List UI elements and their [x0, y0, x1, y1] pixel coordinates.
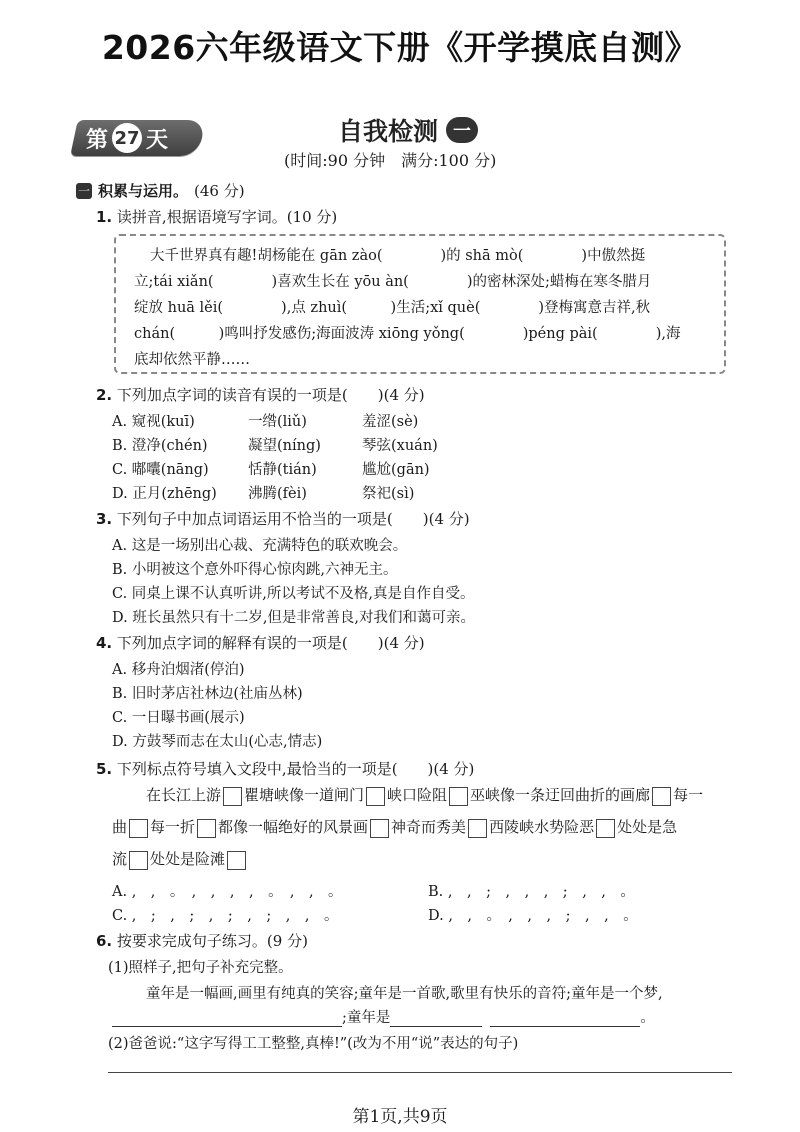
- passage-text: 都像一幅绝好的风景画: [218, 818, 369, 836]
- passage-line-3: [112, 848, 248, 870]
- option-a-1: A. 窥视(kuī): [112, 414, 195, 430]
- passage-text: 峡口险阻: [387, 786, 448, 804]
- fill-text: 。: [640, 1010, 655, 1026]
- question-text: 下列加点字词的解释有误的一项是( )(4 分): [116, 634, 425, 652]
- day-badge-pre: 第: [86, 127, 109, 153]
- fill-text: ;童年是: [342, 1010, 391, 1026]
- test-number: 一: [446, 117, 478, 143]
- passage-text: 瞿塘峡像一道闸门: [244, 786, 365, 804]
- question-text: 读拼音,根据语境写字词。(10 分): [116, 208, 338, 226]
- question-text: 下列句子中加点词语运用不恰当的一项是( )(4 分): [116, 510, 470, 528]
- option-c: C. 一日曝书画(展示): [112, 710, 245, 726]
- punctuation-box[interactable]: [652, 787, 671, 806]
- answer-line[interactable]: [108, 1072, 732, 1073]
- answer-blank[interactable]: [490, 1010, 640, 1027]
- punctuation-box[interactable]: [227, 851, 246, 870]
- section-heading: [76, 180, 245, 201]
- option-c-2: 恬静(tián): [248, 462, 317, 478]
- pinyin-line: 绽放 huā lěi( ),点 zhuì( )生活;xǐ què( )登梅寓意吉祥,秋: [134, 300, 651, 316]
- question-number: 3.: [96, 510, 113, 528]
- fill-line: [112, 1006, 655, 1027]
- pinyin-line: chán( )鸣叫抒发感伤;海面波涛 xiōng yǒng( )péng pài( ),海: [134, 326, 681, 342]
- option-b: B. , , ; , , , ; , , 。: [428, 884, 635, 900]
- question-text: 下列加点字词的读音有误的一项是( )(4 分): [116, 386, 425, 404]
- question-6: [96, 930, 308, 951]
- question-text: 按要求完成句子练习。(9 分): [116, 932, 308, 950]
- option-b-3: 琴弦(xuán): [362, 438, 438, 454]
- question-number: 5.: [96, 760, 113, 778]
- punctuation-box[interactable]: [449, 787, 468, 806]
- punctuation-box[interactable]: [223, 787, 242, 806]
- option-c: C. 同桌上课不认真听讲,所以考试不及格,真是自作自受。: [112, 586, 475, 602]
- option-b: B. 旧时茅店社林边(社庙丛林): [112, 686, 303, 702]
- option-c-1: C. 嘟囔(nāng): [112, 462, 209, 478]
- example-sentence: 童年是一幅画,画里有纯真的笑容;童年是一首歌,歌里有快乐的音符;童年是一个梦,: [146, 986, 663, 1002]
- passage-line-1: [146, 784, 703, 806]
- test-label: 自我检测: [338, 117, 439, 146]
- passage-text: 处处是险滩: [150, 850, 226, 868]
- passage-line-2: [112, 816, 677, 838]
- page-footer: 第1页,共9页: [352, 1107, 448, 1127]
- day-number: 27: [112, 123, 142, 153]
- punctuation-box[interactable]: [596, 819, 615, 838]
- sub-question-1: (1)照样子,把句子补充完整。: [108, 960, 293, 976]
- option-d: D. 班长虽然只有十二岁,但是非常善良,对我们和蔼可亲。: [112, 610, 476, 626]
- passage-text: 西陵峡水势险恶: [489, 818, 595, 836]
- option-d: D. 方鼓琴而志在太山(心志,情志): [112, 734, 323, 750]
- punctuation-box[interactable]: [197, 819, 216, 838]
- passage-text: 巫峡像一条迂回曲折的画廊: [470, 786, 651, 804]
- question-3: [96, 508, 470, 529]
- punctuation-box[interactable]: [370, 819, 389, 838]
- answer-blank[interactable]: [390, 1010, 482, 1027]
- section-score: (46 分): [194, 182, 245, 200]
- option-b-2: 凝望(níng): [248, 438, 321, 454]
- passage-text: 曲: [112, 818, 128, 836]
- option-d-3: 祭祀(sì): [362, 486, 415, 502]
- passage-text: 神奇而秀美: [391, 818, 467, 836]
- question-number: 1.: [96, 208, 113, 226]
- punctuation-box[interactable]: [366, 787, 385, 806]
- passage-text: 处处是急: [617, 818, 678, 836]
- question-text: 下列标点符号填入文段中,最恰当的一项是( )(4 分): [116, 760, 475, 778]
- option-a-3: 羞涩(sè): [362, 414, 419, 430]
- time-info: (时间:90 分钟 满分:100 分): [284, 151, 497, 170]
- section-number: 一: [77, 184, 90, 198]
- option-a: A. 移舟泊烟渚(停泊): [112, 662, 245, 678]
- option-d-1: D. 正月(zhēng): [112, 486, 217, 502]
- option-d: D. , , 。 , , , ; , , 。: [428, 908, 638, 924]
- question-number: 2.: [96, 386, 113, 404]
- question-5: [96, 758, 474, 779]
- punctuation-box[interactable]: [468, 819, 487, 838]
- day-badge-text: [86, 118, 168, 158]
- passage-text: 每一折: [150, 818, 196, 836]
- option-b-1: B. 澄净(chén): [112, 438, 208, 454]
- pinyin-line: 底却依然平静……: [134, 352, 250, 368]
- option-c-3: 尴尬(gān): [362, 462, 430, 478]
- pinyin-line: 大千世界真有趣!胡杨能在 gān zào( )的 shā mò( )中傲然挺: [150, 248, 646, 264]
- question-number: 6.: [96, 932, 113, 950]
- section-title: 积累与运用。: [98, 182, 189, 200]
- passage-text: 在长江上游: [146, 786, 222, 804]
- question-2: [96, 384, 425, 405]
- sub-question-2: (2)爸爸说:“这字写得工工整整,真棒!”(改为不用“说”表达的句子): [108, 1036, 519, 1052]
- test-title: [338, 112, 478, 148]
- option-b: B. 小明被这个意外吓得心惊肉跳,六神无主。: [112, 562, 398, 578]
- passage-text: 每一: [673, 786, 704, 804]
- question-1: [96, 206, 337, 227]
- pinyin-line: 立;tái xiǎn( )喜欢生长在 yōu àn( )的密林深处;蜡梅在寒冬腊月: [134, 274, 652, 290]
- punctuation-box[interactable]: [129, 819, 148, 838]
- option-a-2: 一绺(liǔ): [248, 414, 307, 430]
- question-number: 4.: [96, 634, 113, 652]
- question-4: [96, 632, 425, 653]
- option-d-2: 沸腾(fèi): [248, 486, 307, 502]
- day-badge-post: 天: [146, 127, 169, 153]
- option-a: A. , , 。 , , , , 。 , , 。: [112, 884, 343, 900]
- punctuation-box[interactable]: [129, 851, 148, 870]
- answer-blank[interactable]: [112, 1010, 342, 1027]
- option-a: A. 这是一场别出心裁、充满特色的联欢晚会。: [112, 538, 408, 554]
- passage-text: 流: [112, 850, 128, 868]
- option-c: C. , ; , ; , ; , ; , , 。: [112, 908, 339, 924]
- document-title: 2026六年级语文下册《开学摸底自测》: [101, 28, 699, 67]
